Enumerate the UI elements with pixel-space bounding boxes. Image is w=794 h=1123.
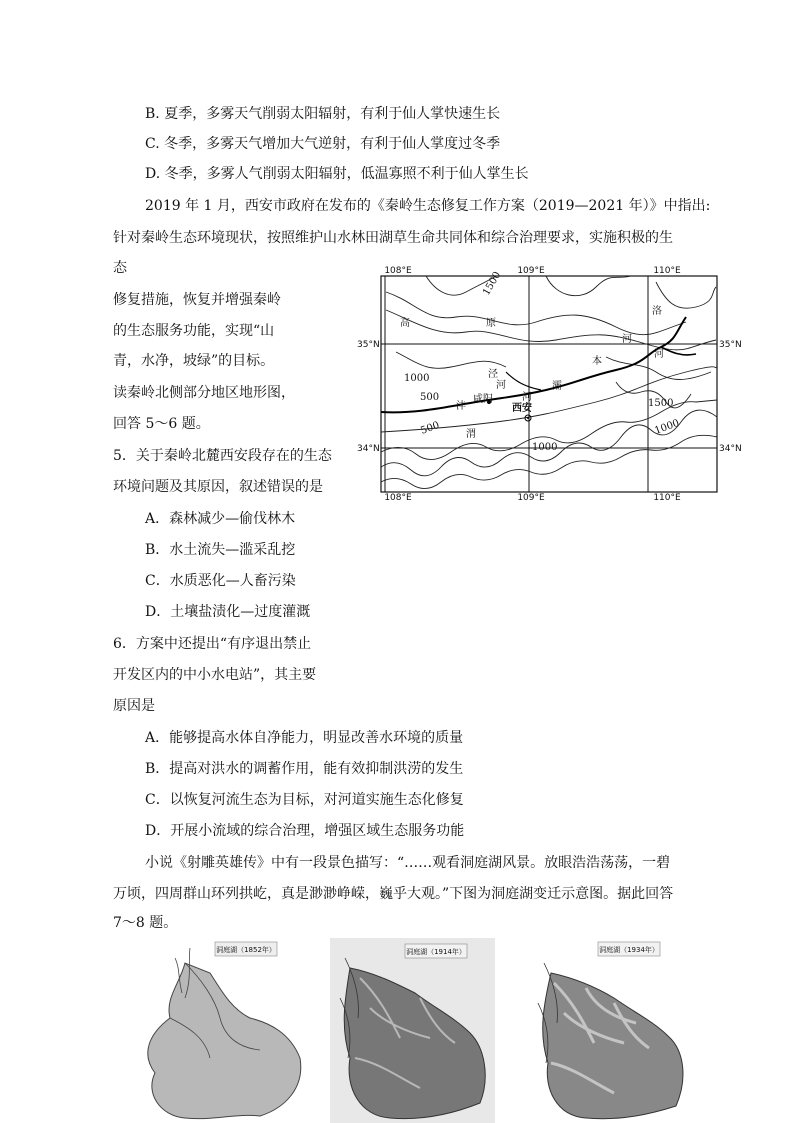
- map-label-luo: 洛: [652, 306, 662, 317]
- qinling-passage-line-3: 态: [113, 260, 127, 276]
- lat-label-left-35: 35°N: [357, 340, 380, 350]
- q5-stem-2: 环境问题及其原因，叙述错误的是: [113, 479, 323, 495]
- map-label-wei: 渭: [466, 429, 476, 440]
- map-label-ben: 本: [592, 356, 602, 367]
- dongting-passage-line-2: 万顷，四周群山环列拱屹，真是渺渺峥嵘，巍乎大观。”下图为洞庭湖变迁示意图。据此回答: [113, 886, 674, 902]
- q5-option-d: D．土壤盐渍化—过度灌溉: [145, 604, 311, 620]
- lat-label-right-34: 34°N: [719, 444, 742, 454]
- map-label-contour-1500-b: 1500: [648, 398, 674, 409]
- q6-option-c: C．以恢复河流生态为目标，对河道实施生态化修复: [145, 792, 464, 808]
- q5-stem-1: 5．关于秦岭北麓西安段存在的生态: [113, 448, 332, 464]
- lake-1934-title: 洞庭湖（1934年）: [599, 946, 659, 954]
- lake-1914-title: 洞庭湖（1914年）: [406, 948, 466, 956]
- q6-option-b: B．提高对洪水的调蓄作用，能有效抑制洪涝的发生: [145, 761, 464, 777]
- lon-label-top-110: 110°E: [653, 266, 681, 276]
- q5-option-a: A．森林减少—偷伐林木: [145, 511, 296, 527]
- dongting-passage-line-1: 小说《射雕英雄传》中有一段景色描写：“……观看洞庭湖风景。放眼浩浩荡荡，一碧: [145, 855, 671, 871]
- qinling-passage-line-7: 读秦岭北侧部分地区地形图，: [113, 385, 295, 401]
- qinling-passage-line-2: 针对秦岭生态环境现状，按照维护山水林田湖草生命共同体和综合治理要求，实施积极的生: [113, 230, 673, 246]
- map-label-contour-1000-a: 1000: [404, 373, 430, 384]
- dongting-lake-1934-map: [526, 938, 691, 1123]
- map-label-he3: 河: [496, 380, 506, 391]
- lake-1852-title: 洞庭湖（1852年）: [216, 946, 276, 954]
- dongting-lake-1914-map: [330, 938, 495, 1123]
- q6-stem-2: 开发区内的中小水电站”，其主要: [113, 667, 317, 683]
- q4-option-d: D. 冬季，多雾人气削弱太阳辐射，低温寡照不利于仙人掌生长: [145, 166, 529, 182]
- q6-stem-1: 6．方案中还提出“有序退出禁止: [113, 636, 312, 652]
- lon-label-bottom-109: 109°E: [517, 493, 545, 503]
- q5-option-b: B．水土流失—滥采乱挖: [145, 542, 296, 558]
- q6-stem-3: 原因是: [113, 698, 155, 714]
- lat-label-right-35: 35°N: [719, 340, 742, 350]
- qinling-passage-line-1: 2019 年 1 月，西安市政府在发布的《秦岭生态修复工作方案（2019—2021 年）》中指出:: [145, 198, 711, 214]
- q6-option-a: A．能够提高水体自净能力，明显改善水环境的质量: [145, 730, 464, 746]
- map-label-jing: 泾: [488, 369, 498, 380]
- map-label-contour-500-a: 500: [420, 392, 440, 403]
- qinling-passage-line-6: 青，水净，坡绿”的目标。: [113, 353, 275, 369]
- map-label-he4: 河: [654, 349, 664, 360]
- map-label-yuan: 原: [486, 318, 496, 329]
- map-label-contour-1500-a: 1500: [481, 269, 504, 298]
- q4-option-b: B. 夏季，多雾天气削弱太阳辐射，有利于仙人掌快速生长: [145, 106, 501, 122]
- qinling-passage-line-4: 修复措施，恢复并增强秦岭: [113, 292, 281, 308]
- map-label-xianyang: 咸阳: [473, 394, 493, 405]
- lon-label-bottom-108: 108°E: [384, 493, 412, 503]
- map-label-gao: 高: [400, 318, 410, 329]
- dongting-lake-1852-map: [130, 938, 310, 1123]
- dongting-passage-line-3: 7～8 题。: [113, 915, 178, 931]
- map-label-contour-500-b: 500: [419, 419, 441, 437]
- xian-city-dot: [527, 417, 529, 419]
- lon-label-top-109: 109°E: [517, 266, 545, 276]
- qinling-topographic-map: [356, 262, 742, 503]
- map-label-contour-1000-c: 1000: [532, 442, 558, 453]
- map-label-xian: 西安: [512, 403, 532, 414]
- lon-label-top-108: 108°E: [384, 266, 412, 276]
- map-label-he2: 河: [522, 392, 532, 403]
- map-label-ba: 灞: [552, 381, 562, 392]
- lat-label-left-34: 34°N: [357, 444, 380, 454]
- map-label-contour-1000-b: 1000: [653, 417, 681, 437]
- qinling-passage-line-5: 的生态服务功能，实现“山: [113, 323, 275, 339]
- map-label-feng: 沣: [456, 401, 466, 412]
- q5-option-c: C．水质恶化—人畜污染: [145, 573, 296, 589]
- map-label-he1: 河: [622, 334, 632, 345]
- lon-label-bottom-110: 110°E: [653, 493, 681, 503]
- q4-option-c: C. 冬季，多雾天气增加大气逆射，有利于仙人掌度过冬季: [145, 136, 501, 152]
- qinling-passage-line-8: 回答 5～6 题。: [113, 416, 210, 432]
- q6-option-d: D．开展小流域的综合治理，增强区域生态服务功能: [145, 823, 465, 839]
